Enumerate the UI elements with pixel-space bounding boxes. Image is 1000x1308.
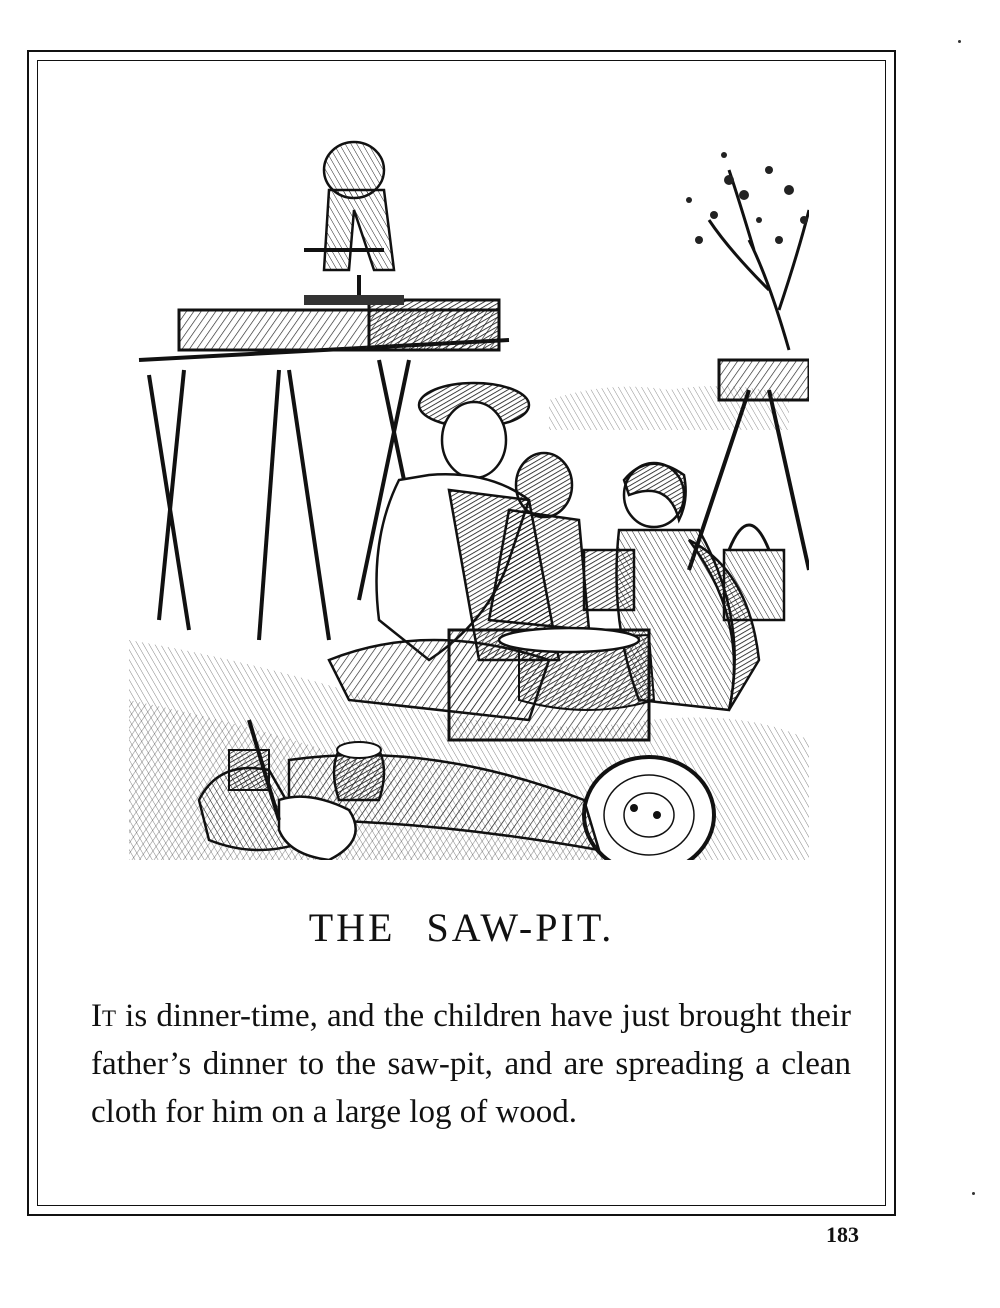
body-paragraph xyxy=(91,992,851,1136)
page-title: THE SAW-PIT. xyxy=(308,905,615,950)
page-number: 183 xyxy=(826,1222,859,1247)
speck xyxy=(958,40,961,43)
body-text: is dinner-time, and the children have just brought their father’s dinner to the saw-pit, and are spreading a clean cloth for him on a large log of wood. xyxy=(91,998,851,1130)
speck xyxy=(972,1192,975,1195)
lead-word: It xyxy=(91,998,117,1034)
engraving-illustration xyxy=(129,100,809,860)
page-border xyxy=(27,50,896,1216)
